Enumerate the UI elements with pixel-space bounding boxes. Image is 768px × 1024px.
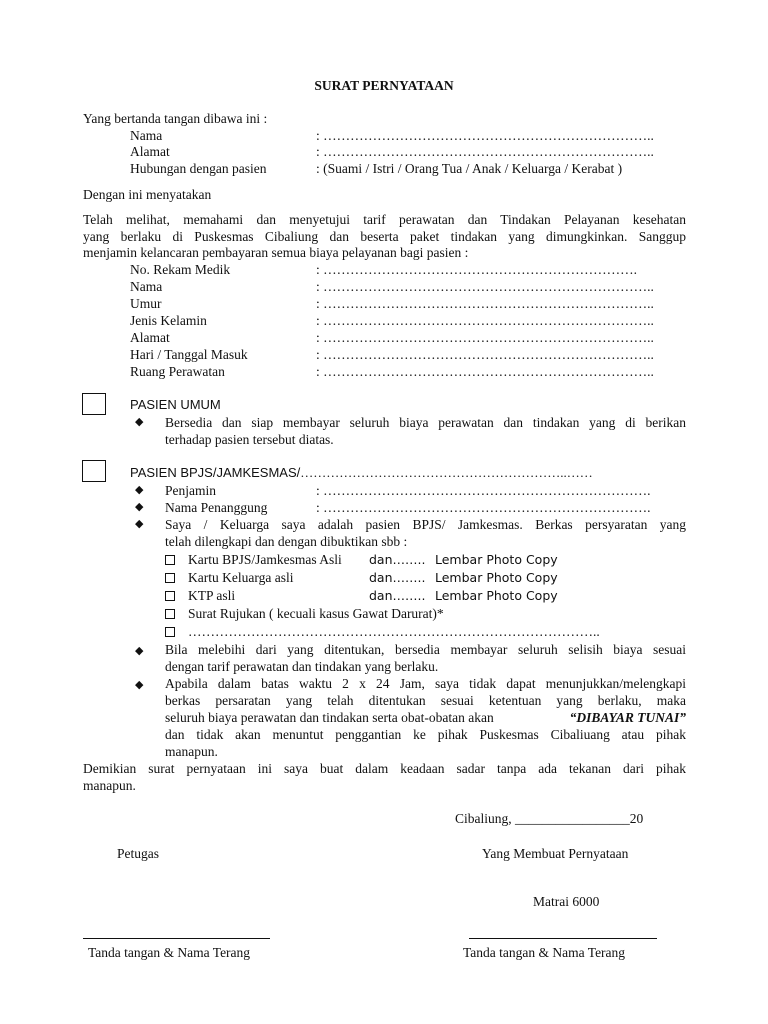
doc-checkbox-other[interactable] — [165, 627, 175, 637]
patient-age-value[interactable]: : ……………………………………………………………….. — [316, 296, 654, 311]
guarantor-label: Penjamin — [165, 483, 216, 498]
closing-line-1: Demikian surat pernyataan ini saya buat dalam keadaan sadar tanpa ada tekanan dari pihak — [83, 761, 686, 776]
excess-line-2: dengan tarif perawatan dan tindakan yang berlaku. — [165, 659, 439, 674]
deadline-line-1: Apabila dalam batas waktu 2 x 24 Jam, saya tidak dapat menunjukkan/melengkapi — [165, 676, 686, 691]
doc-ktp-dan: dan…….. — [369, 588, 426, 603]
cash-payment-emphasis: “DIBAYAR TUNAI” — [569, 710, 686, 725]
deadline-line-2: berkas persaratan yang telah ditentukan sesuai ketentuan yang berlaku, maka — [165, 693, 686, 708]
body-line-1: Telah melihat, memahami dan menyetujui tarif perawatan dan Tindakan Pelayanan kesehatan — [83, 212, 686, 227]
declarant-label: Yang Membuat Pernyataan — [482, 846, 629, 861]
relationship-label: Hubungan dengan pasien — [130, 161, 267, 176]
patient-address-label: Alamat — [130, 330, 170, 345]
bullet-diamond-icon: ◆ — [135, 645, 144, 657]
bpjs-checkbox[interactable] — [82, 460, 106, 482]
doc-ktp-copy: Lembar Photo Copy — [435, 588, 558, 603]
deadline-line-3-text: seluruh biaya perawatan dan tindakan serta obat-obatan akan — [165, 710, 494, 725]
patient-age-label: Umur — [130, 296, 162, 311]
deadline-line-4: dan tidak akan menuntut penggantian ke pihak Puskesmas Cibaliuang atau pihak — [165, 727, 686, 742]
medical-record-value[interactable]: : ……………………………………………………………. — [316, 262, 638, 277]
deadline-line-5: manapun. — [165, 744, 218, 759]
patient-gender-value[interactable]: : ……………………………………………………………….. — [316, 313, 654, 328]
patient-name-label: Nama — [130, 279, 163, 294]
doc-bpjs-card-dan: dan…….. — [369, 552, 426, 567]
doc-family-card-copy: Lembar Photo Copy — [435, 570, 558, 585]
patient-gender-label: Jenis Kelamin — [130, 313, 207, 328]
medical-record-label: No. Rekam Medik — [130, 262, 231, 277]
patient-address-value[interactable]: : ……………………………………………………………….. — [316, 330, 654, 345]
bpjs-statement-line-2: telah dilengkapi dan dengan dibuktikan sbb : — [165, 534, 408, 549]
closing-line-2: manapun. — [83, 778, 136, 793]
doc-checkbox-bpjs-card[interactable] — [165, 555, 175, 565]
bpjs-heading-dots[interactable]: ……………………………………………………..…… — [300, 465, 593, 480]
officer-signature-line — [83, 938, 270, 939]
bpjs-heading — [130, 464, 593, 481]
document-title: SURAT PERNYATAAN — [314, 78, 454, 93]
doc-ktp-label: KTP asli — [188, 588, 236, 603]
doc-bpjs-card-copy: Lembar Photo Copy — [435, 552, 558, 567]
bpjs-statement-line-1: Saya / Keluarga saya adalah pasien BPJS/ Jamkesmas. Berkas persyaratan yang — [165, 517, 686, 532]
umum-text-line-1: Bersedia dan siap membayar seluruh biaya perawatan dan tindakan yang di berikan — [165, 415, 686, 430]
body-line-2: yang berlaku di Puskesmas Cibaliung dan beserta paket tindakan yang dimungkinkan. Sanggup — [83, 229, 686, 244]
doc-other-value[interactable]: ……………………………………………………………………………….. — [188, 624, 600, 639]
admission-date-label: Hari / Tanggal Masuk — [130, 347, 248, 362]
declare-text: Dengan ini menyatakan — [83, 187, 212, 202]
place-date: Cibaliung, _________________20 — [455, 811, 644, 826]
signer-name-label: Nama — [130, 128, 163, 143]
bullet-diamond-icon: ◆ — [135, 518, 144, 530]
body-line-3: menjamin kelancaran pembayaran semua biaya pelayanan bagi pasien : — [83, 245, 469, 260]
intro-text: Yang bertanda tangan dibawa ini : — [83, 111, 268, 126]
doc-checkbox-referral[interactable] — [165, 609, 175, 619]
stamp-label: Matrai 6000 — [533, 894, 600, 909]
bullet-diamond-icon: ◆ — [135, 416, 144, 428]
admission-date-value[interactable]: : ……………………………………………………………….. — [316, 347, 654, 362]
officer-label: Petugas — [117, 846, 159, 861]
bpjs-heading-label: PASIEN BPJS/JAMKESMAS/ — [130, 465, 301, 480]
bullet-diamond-icon: ◆ — [135, 501, 144, 513]
doc-bpjs-card-label: Kartu BPJS/Jamkesmas Asli — [188, 552, 342, 567]
signer-name-value[interactable]: : ……………………………………………………………….. — [316, 128, 654, 143]
ward-label: Ruang Perawatan — [130, 364, 225, 379]
doc-family-card-dan: dan…….. — [369, 570, 426, 585]
officer-signature-caption: Tanda tangan & Nama Terang — [88, 945, 251, 960]
relationship-value: : (Suami / Istri / Orang Tua / Anak / Keluarga / Kerabat ) — [316, 161, 623, 176]
declarant-signature-line — [469, 938, 657, 939]
doc-checkbox-family-card[interactable] — [165, 573, 175, 583]
bullet-diamond-icon: ◆ — [135, 484, 144, 496]
umum-heading: PASIEN UMUM — [130, 397, 221, 412]
ward-value[interactable]: : ……………………………………………………………….. — [316, 364, 654, 379]
excess-line-1: Bila melebihi dari yang ditentukan, bersedia membayar seluruh selisih biaya sesuai — [165, 642, 686, 657]
doc-checkbox-ktp[interactable] — [165, 591, 175, 601]
bullet-diamond-icon: ◆ — [135, 679, 144, 691]
deadline-line-3 — [165, 709, 686, 726]
signer-address-value[interactable]: : ……………………………………………………………….. — [316, 144, 654, 159]
doc-referral-label: Surat Rujukan ( kecuali kasus Gawat Darurat)* — [188, 606, 444, 621]
guarantor-value[interactable]: : ………………………………………………………………. — [316, 483, 651, 498]
patient-name-value[interactable]: : ……………………………………………………………….. — [316, 279, 654, 294]
umum-text-line-2: terhadap pasien tersebut diatas. — [165, 432, 334, 447]
responsible-name-value[interactable]: : ………………………………………………………………. — [316, 500, 651, 515]
responsible-name-label: Nama Penanggung — [165, 500, 268, 515]
signer-address-label: Alamat — [130, 144, 170, 159]
umum-checkbox[interactable] — [82, 393, 106, 415]
doc-family-card-label: Kartu Keluarga asli — [188, 570, 294, 585]
declarant-signature-caption: Tanda tangan & Nama Terang — [463, 945, 626, 960]
